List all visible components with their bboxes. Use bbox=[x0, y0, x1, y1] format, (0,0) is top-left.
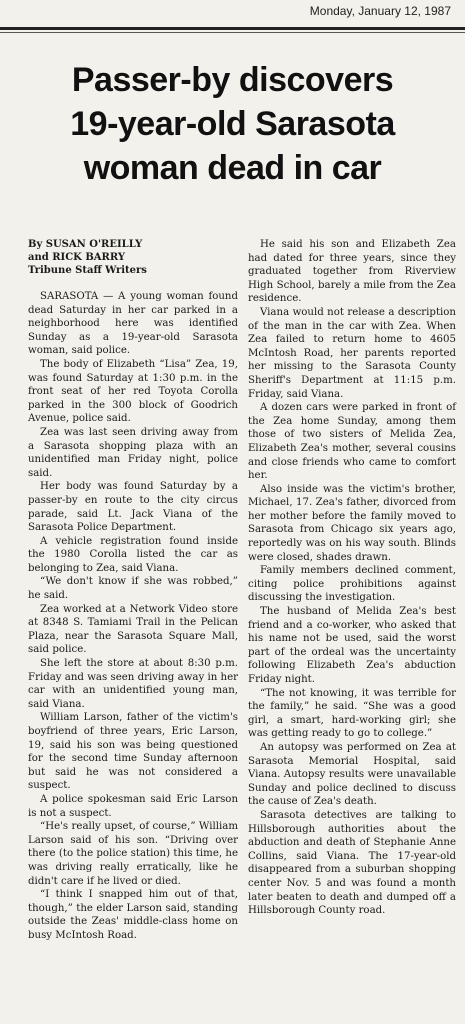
headline-line-2: 19-year-old Sarasota bbox=[70, 105, 395, 143]
paragraph: “We don't know if she was robbed,” he said. bbox=[28, 576, 238, 602]
byline-affiliation: Tribune Staff Writers bbox=[28, 265, 147, 276]
paragraph: Her body was found Saturday by a passer-by en route to the city circus parade, said Lt. Jack Viana of the Sarasota Police Department. bbox=[28, 481, 238, 534]
paragraph: A vehicle registration found inside the 1980 Corolla listed the car as belonging to Zea, said Viana. bbox=[28, 535, 238, 574]
paragraph: A police spokesman said Eric Larson is not a suspect. bbox=[28, 793, 238, 819]
masthead-rule bbox=[0, 27, 465, 30]
paragraph: Viana would not release a description of the man in the car with Zea. When Zea failed to return home to 4605 McIntosh Road, her parents reported her missing to the Sarasota County Sheriff's Department at 11:15 p.m. Friday, said Viana. bbox=[248, 306, 456, 400]
paragraph: SARASOTA — A young woman found dead Saturday in her car parked in a neighborhood here was identified Sunday as a 19-year-old Sarasota woman, said police. bbox=[28, 291, 238, 357]
paragraph: He said his son and Elizabeth Zea had dated for three years, since they graduated together from Riverview High School, barely a mile from the Zea residence. bbox=[248, 239, 456, 305]
paragraph: The husband of Melida Zea's best friend and a co-worker, who asked that his name not be used, said the worst part of the ordeal was the uncertainty following Elizabeth Zea's abduction Friday night. bbox=[248, 606, 456, 685]
paragraph: “I think I snapped him out of that, though,” the elder Larson said, standing outside the Zeas' middle-class home on busy McIntosh Road. bbox=[28, 889, 238, 941]
paragraph: Zea worked at a Network Video store at 8348 S. Tamiami Trail in the Pelican Plaza, near the Sarasota Square Mall, said police. bbox=[28, 603, 238, 656]
paragraph: William Larson, father of the victim's boyfriend of three years, Eric Larson, 19, said his son was being questioned for the second time Sunday afternoon but said he was not considered a suspect. bbox=[28, 712, 238, 792]
headline-line-1: Passer-by discovers bbox=[71, 61, 394, 99]
paragraph: A dozen cars were parked in front of the Zea home Sunday, among them those of two sisters of Melida Zea, Elizabeth Zea's mother, several cousins and close friends who came to comfort her. bbox=[248, 402, 456, 482]
paragraph: The body of Elizabeth “Lisa” Zea, 19, was found Saturday at 1:30 p.m. in the front seat of her red Toyota Corolla parked in the 300 block of Goodrich Avenue, police said. bbox=[28, 358, 238, 425]
byline bbox=[28, 238, 238, 277]
paragraph: She left the store at about 8:30 p.m. Friday and was seen driving away in her car with an unidentified young man, said Viana. bbox=[28, 658, 238, 710]
paragraph: Zea was last seen driving away from a Sarasota shopping plaza with an unidentified man Friday night, police said. bbox=[28, 426, 238, 479]
paragraph: An autopsy was performed on Zea at Sarasota Memorial Hospital, said Viana. Autopsy results were unavailable Sunday and police declined to discuss the cause of Zea's death. bbox=[248, 741, 456, 808]
article-column-right bbox=[248, 238, 456, 918]
paragraph: “He's really upset, of course,” William Larson said of his son. “Driving over there (to the police station) this time, he was driving really erratically, like he didn't care if he lived or died. bbox=[28, 821, 238, 887]
masthead-rule-thin bbox=[0, 32, 465, 33]
byline-author-1: By SUSAN O'REILLY bbox=[28, 239, 143, 250]
article-column-left bbox=[28, 238, 238, 943]
byline-author-2: and RICK BARRY bbox=[28, 252, 126, 263]
paragraph: Family members declined comment, citing police prohibitions against discussing the investigation. bbox=[248, 565, 456, 604]
paragraph: Sarasota detectives are talking to Hillsborough authorities about the abduction and death of Stephanie Anne Collins, said Viana. The 17-year-old disappeared from a suburban shopping center Nov. 5 and was found a month later beaten to death and dumped off a Hillsborough County road. bbox=[248, 809, 456, 917]
issue-date: Monday, January 12, 1987 bbox=[309, 4, 451, 18]
paragraph: “The not knowing, it was terrible for the family,” he said. “She was a good girl, a smart, hard-working girl; she was getting ready to go to college.” bbox=[248, 687, 456, 740]
headline bbox=[0, 58, 465, 190]
paragraph: Also inside was the victim's brother, Michael, 17. Zea's father, divorced from her mother before the family moved to Sarasota from Chicago six years ago, reportedly was on his way south. Blinds were closed, shades drawn. bbox=[248, 483, 456, 563]
headline-line-3: woman dead in car bbox=[83, 149, 382, 187]
